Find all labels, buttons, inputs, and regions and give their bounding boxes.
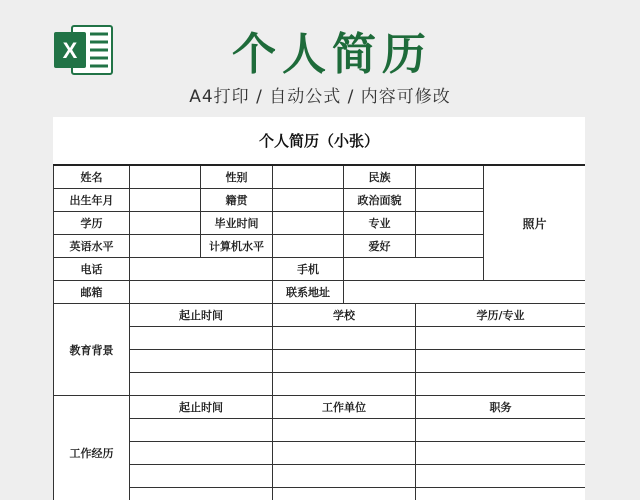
major-cell[interactable] xyxy=(416,212,484,235)
work-cell[interactable] xyxy=(130,442,273,465)
work-cell[interactable] xyxy=(273,488,416,500)
name-cell[interactable] xyxy=(130,165,201,189)
work-header-employer: 工作单位 xyxy=(273,396,416,419)
education-section-label: 教育背景 xyxy=(54,304,130,396)
logo-letter: X xyxy=(62,38,78,63)
english-label: 英语水平 xyxy=(54,235,130,258)
work-cell[interactable] xyxy=(416,488,586,500)
table-row xyxy=(54,281,586,304)
address-cell[interactable] xyxy=(344,281,586,304)
gender-label: 性别 xyxy=(201,165,273,189)
english-cell[interactable] xyxy=(130,235,201,258)
edu-cell[interactable] xyxy=(416,373,586,396)
table-row xyxy=(54,373,586,396)
table-row xyxy=(54,165,586,189)
page-title: 个人简历 xyxy=(232,29,432,80)
edu-header-period: 起止时间 xyxy=(130,304,273,327)
graduation-cell[interactable] xyxy=(273,212,344,235)
work-cell[interactable] xyxy=(416,465,586,488)
edu-header-school: 学校 xyxy=(273,304,416,327)
edu-cell[interactable] xyxy=(130,350,273,373)
edu-cell[interactable] xyxy=(130,373,273,396)
native-place-label: 籍贯 xyxy=(201,189,273,212)
hobby-label: 爱好 xyxy=(344,235,416,258)
work-cell[interactable] xyxy=(416,419,586,442)
photo-cell[interactable]: 照片 xyxy=(484,165,586,281)
work-section-label: 工作经历 xyxy=(54,396,130,500)
ethnicity-cell[interactable] xyxy=(416,165,484,189)
work-header-period: 起止时间 xyxy=(130,396,273,419)
edu-cell[interactable] xyxy=(416,350,586,373)
edu-cell[interactable] xyxy=(416,327,586,350)
table-row xyxy=(54,442,586,465)
phone-cell[interactable] xyxy=(130,258,273,281)
table-row xyxy=(54,488,586,500)
address-label: 联系地址 xyxy=(273,281,344,304)
gender-cell[interactable] xyxy=(273,165,344,189)
computer-label: 计算机水平 xyxy=(201,235,273,258)
email-cell[interactable] xyxy=(130,281,273,304)
mobile-cell[interactable] xyxy=(344,258,484,281)
work-cell[interactable] xyxy=(273,419,416,442)
table-row xyxy=(54,327,586,350)
edu-header-degree: 学历/专业 xyxy=(416,304,586,327)
work-header-position: 职务 xyxy=(416,396,586,419)
birth-label: 出生年月 xyxy=(54,189,130,212)
table-row xyxy=(54,465,586,488)
work-cell[interactable] xyxy=(130,419,273,442)
page-subtitle: A4打印 / 自动公式 / 内容可修改 xyxy=(189,87,451,107)
edu-cell[interactable] xyxy=(273,350,416,373)
edu-cell[interactable] xyxy=(130,327,273,350)
mobile-label: 手机 xyxy=(273,258,344,281)
sheet-title: 个人简历（小张） xyxy=(258,132,379,150)
birth-cell[interactable] xyxy=(130,189,201,212)
email-label: 邮箱 xyxy=(54,281,130,304)
major-label: 专业 xyxy=(344,212,416,235)
edu-cell[interactable] xyxy=(273,373,416,396)
hobby-cell[interactable] xyxy=(416,235,484,258)
education-cell[interactable] xyxy=(130,212,201,235)
computer-cell[interactable] xyxy=(273,235,344,258)
table-row xyxy=(54,350,586,373)
education-label: 学历 xyxy=(54,212,130,235)
resume-sheet xyxy=(53,117,585,500)
political-label: 政治面貌 xyxy=(344,189,416,212)
work-cell[interactable] xyxy=(416,442,586,465)
work-cell[interactable] xyxy=(130,465,273,488)
resume-table xyxy=(53,164,585,500)
graduation-label: 毕业时间 xyxy=(201,212,273,235)
table-row xyxy=(54,396,586,419)
work-cell[interactable] xyxy=(273,465,416,488)
native-place-cell[interactable] xyxy=(273,189,344,212)
phone-label: 电话 xyxy=(54,258,130,281)
table-row xyxy=(54,304,586,327)
work-cell[interactable] xyxy=(273,442,416,465)
work-cell[interactable] xyxy=(130,488,273,500)
political-cell[interactable] xyxy=(416,189,484,212)
ethnicity-label: 民族 xyxy=(344,165,416,189)
edu-cell[interactable] xyxy=(273,327,416,350)
table-row xyxy=(54,419,586,442)
name-label: 姓名 xyxy=(54,165,130,189)
